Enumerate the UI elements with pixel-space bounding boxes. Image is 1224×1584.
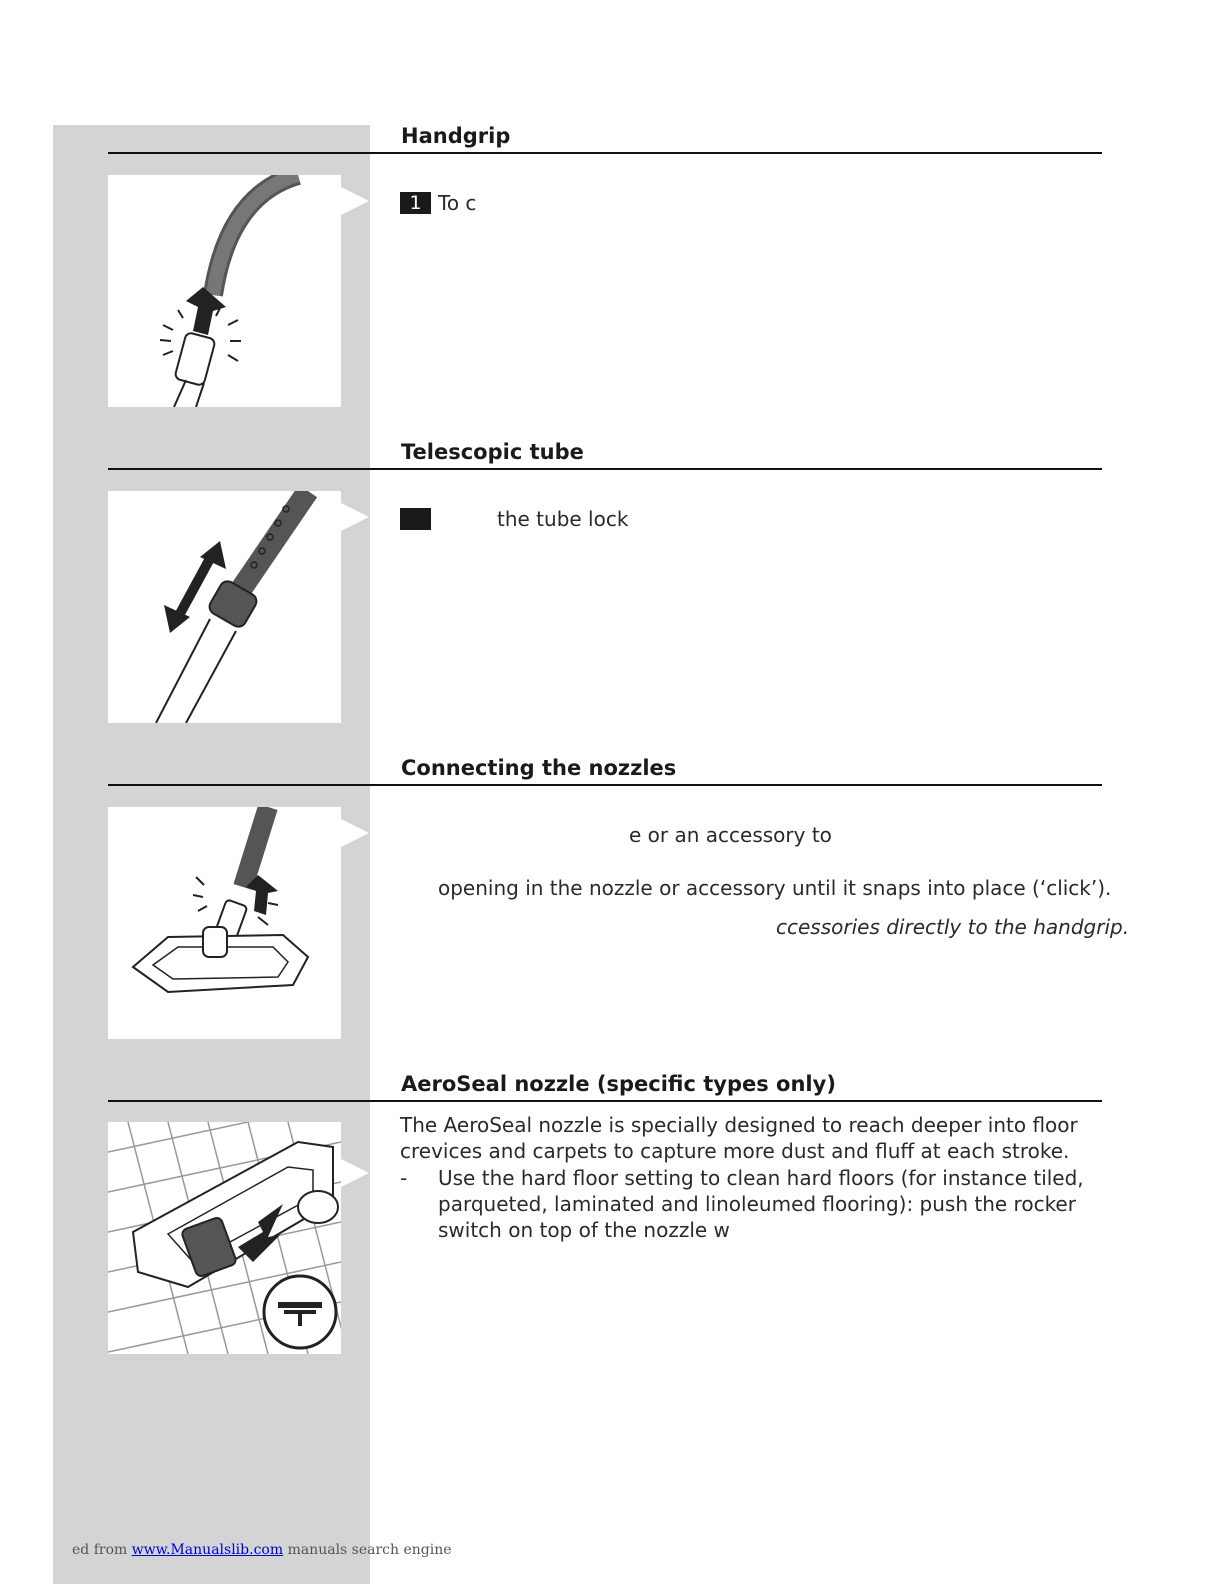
callout-notch	[341, 819, 369, 847]
section-title-nozzles: Connecting the nozzles	[401, 756, 677, 780]
aeroseal-intro: The AeroSeal nozzle is specially designed to reach deeper into floor crevices and carpets to capture more dust and fluff at each stroke.	[400, 1113, 1078, 1163]
section-rule	[108, 1100, 1102, 1102]
handgrip-illustration	[108, 175, 341, 407]
callout-notch	[341, 503, 369, 531]
nozzles-text-line1: e or an accessory to	[629, 823, 832, 847]
section-title-handgrip: Handgrip	[401, 124, 511, 148]
handgrip-drawing	[108, 175, 341, 407]
footer-suffix: manuals search engine	[287, 1542, 452, 1558]
aeroseal-drawing	[108, 1122, 341, 1354]
callout-notch	[341, 1159, 369, 1187]
step-number-badge	[400, 508, 431, 530]
bullet-text: Use the hard floor setting to clean hard floors (for instance tiled, parqueted, laminated and linoleumed flooring): push the rocker switch on top of the nozzle w	[438, 1166, 1084, 1242]
bullet-dash: -	[400, 1166, 408, 1190]
section-title-aeroseal: AeroSeal nozzle (specific types only)	[401, 1072, 836, 1096]
section-rule	[108, 468, 1102, 470]
nozzle-illustration	[108, 807, 341, 1039]
section-rule	[108, 152, 1102, 154]
aeroseal-illustration	[108, 1122, 341, 1354]
telescopic-drawing	[108, 491, 341, 723]
footer-link[interactable]: www.Manualslib.com	[131, 1542, 284, 1558]
section-rule	[108, 784, 1102, 786]
footer-prefix: ed from	[72, 1542, 128, 1558]
callout-notch	[341, 187, 369, 215]
nozzles-note: ccessories directly to the handgrip.	[776, 915, 1130, 939]
nozzles-text-line2: opening in the nozzle or accessory until it snaps into place (‘click’).	[438, 876, 1112, 900]
footer	[72, 1542, 452, 1558]
section-title-telescopic: Telescopic tube	[401, 440, 584, 464]
step-text: the tube lock	[497, 507, 629, 531]
aeroseal-bullet	[400, 1165, 1100, 1245]
nozzle-drawing	[108, 807, 341, 1039]
telescopic-illustration	[108, 491, 341, 723]
step-text: To c	[438, 191, 477, 215]
step-number-badge: 1	[400, 192, 431, 214]
